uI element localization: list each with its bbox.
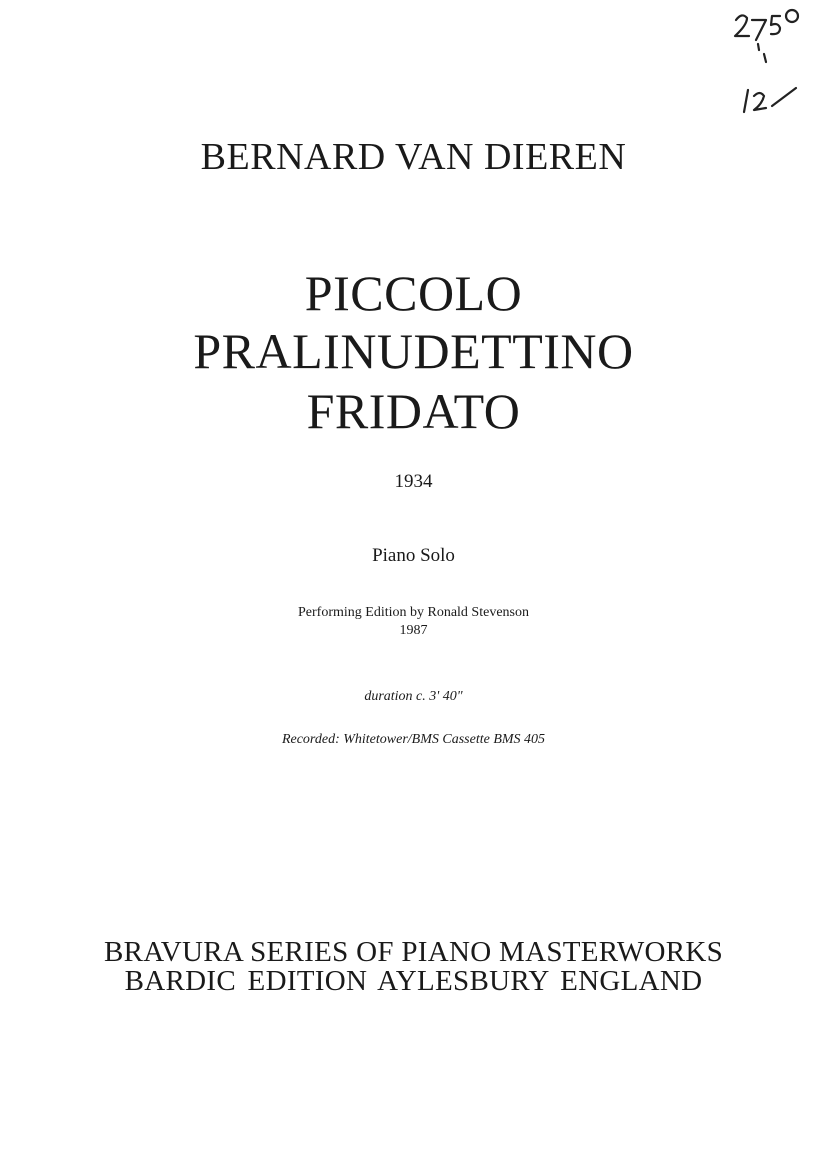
series-name: BRAVURA SERIES OF PIANO MASTERWORKS [103, 936, 724, 968]
recording-info: Recorded: Whitetower/BMS Cassette BMS 405 [281, 732, 546, 747]
title-line-3: FRIDATO [306, 383, 521, 439]
edition-year: 1987 [399, 623, 428, 638]
edition-credit: Performing Edition by Ronald Stevenson [298, 605, 529, 620]
title-line-2: PRALINUDETTINO [193, 323, 634, 379]
composition-year: 1934 [394, 471, 433, 492]
instrumentation: Piano Solo [372, 545, 455, 566]
handwritten-annotation [720, 6, 820, 116]
composer-name: BERNARD VAN DIEREN [200, 136, 627, 178]
duration: duration c. 3' 40" [364, 689, 463, 704]
title-line-1: PICCOLO [304, 265, 523, 321]
publisher-imprint: BARDIC EDITION AYLESBURY ENGLAND [124, 965, 703, 997]
